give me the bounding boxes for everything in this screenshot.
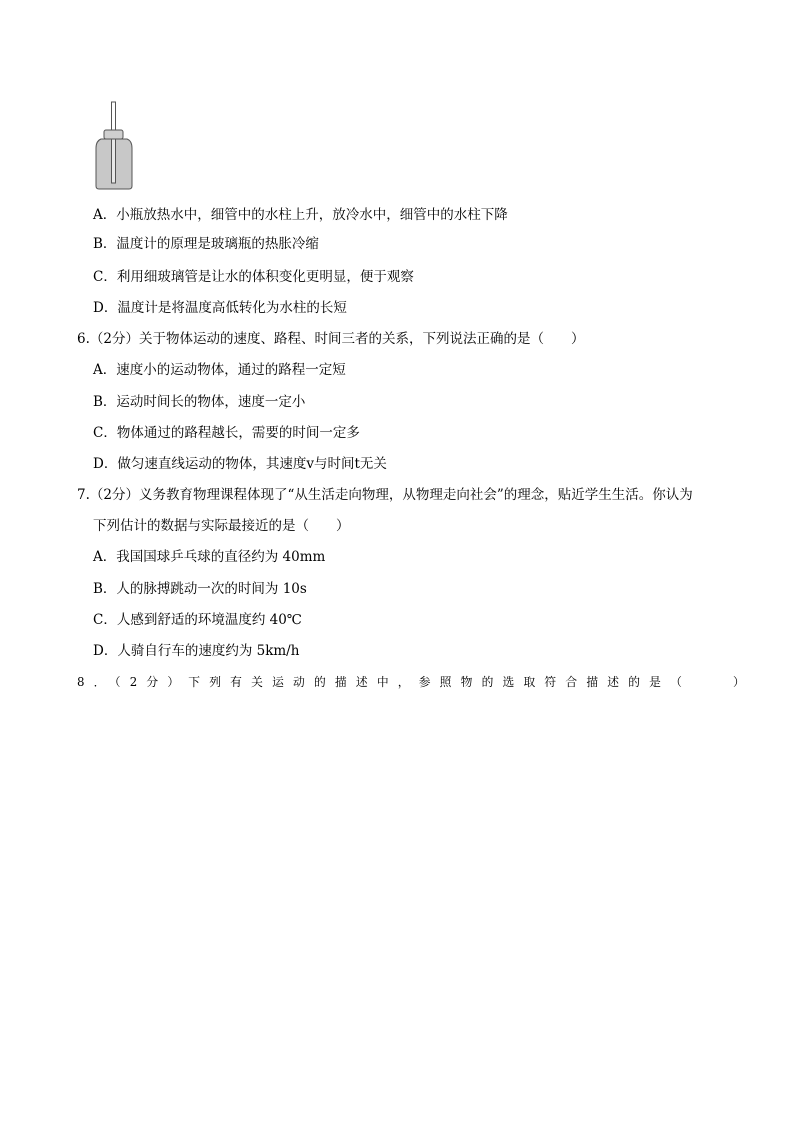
q6-option-d: D．做匀速直线运动的物体，其速度v与时间t无关 [93, 456, 387, 472]
q7-option-d: D．人骑自行车的速度约为 5km/h [93, 643, 300, 659]
q5-option-c: C．利用细玻璃管是让水的体积变化更明显，便于观察 [93, 269, 414, 285]
q7-option-c: C．人感到舒适的环境温度约 40℃ [93, 612, 302, 628]
q5-option-a: A．小瓶放热水中，细管中的水柱上升，放冷水中，细管中的水柱下降 [93, 207, 508, 223]
q5-option-b: B．温度计的原理是玻璃瓶的热胀冷缩 [93, 236, 319, 252]
q6-stem: 6.（2分）关于物体运动的速度、路程、时间三者的关系，下列说法正确的是（ ） [77, 331, 585, 347]
q6-option-b: B．运动时间长的物体，速度一定小 [93, 394, 306, 410]
q6-option-a: A．速度小的运动物体，通过的路程一定短 [93, 362, 346, 378]
glass-tube-inner [112, 139, 116, 183]
q8-stem: 8．（2分）下列有关运动的描述中，参照物的选取符合描述的是（ ） [77, 675, 754, 689]
q5-option-d: D．温度计是将温度高低转化为水柱的长短 [93, 300, 347, 316]
q7-option-a: A．我国国球乒乓球的直径约为 40mm [93, 549, 326, 565]
q7-stem-line1: 7.（2分）义务教育物理课程体现了“从生活走向物理，从物理走向社会”的理念，贴近学生生活。你认为 [77, 487, 693, 503]
q7-stem-line2: 下列估计的数据与实际最接近的是（ ） [93, 518, 350, 534]
bottle-stopper [104, 130, 123, 139]
q6-option-c: C．物体通过的路程越长，需要的时间一定多 [93, 425, 360, 441]
q7-option-b: B．人的脉搏跳动一次的时间为 10s [93, 581, 307, 597]
bottle-thermometer-figure [92, 100, 136, 192]
